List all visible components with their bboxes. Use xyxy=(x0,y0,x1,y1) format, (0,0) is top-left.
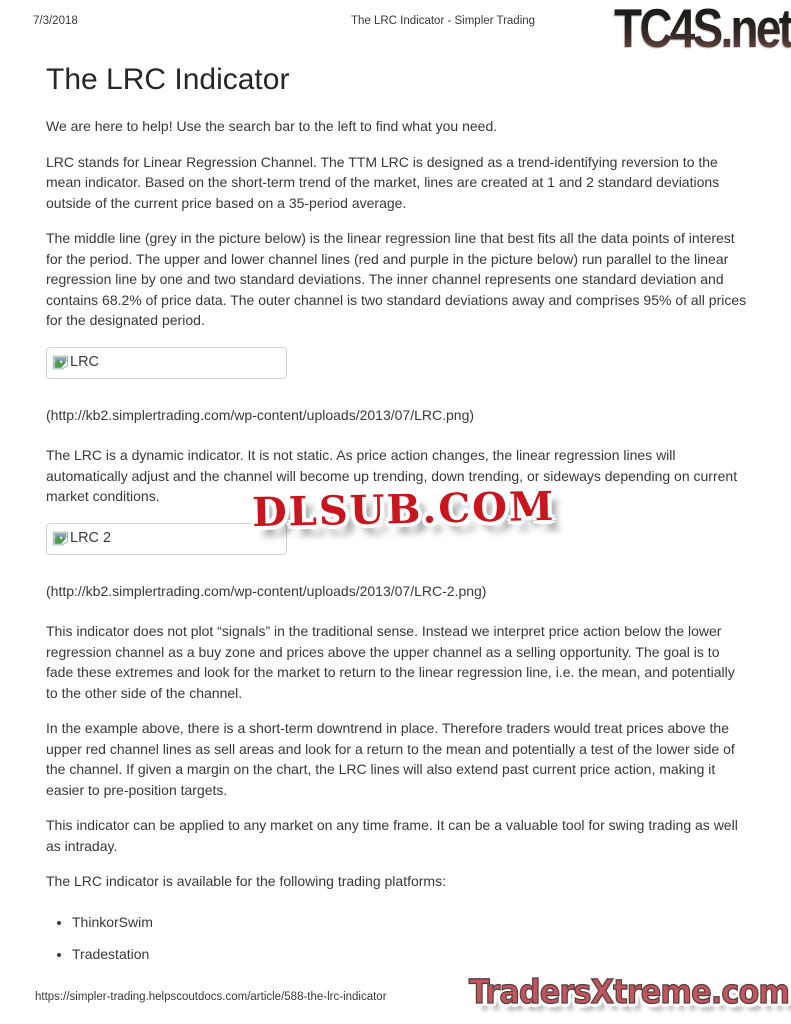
channel-lines-paragraph: The middle line (grey in the picture below) is the linear regression line that best fits all the data points of interest for the period. The upper and lower channel lines (red and purple in the picture below) run parallel to the linear regression line by one and two standard deviations. The inner channel represents one standard deviation and contains 68.2% of price data. The outer channel is two standard deviations away and comprises 95% of all prices for the designated period. xyxy=(46,230,747,328)
example-paragraph: In the example above, there is a short-term downtrend in place. Therefore traders would treat prices above the upper red channel lines as sell areas and look for a return to the mean and potentially a test of the lower side of the channel. If given a margin on the chart, the LRC lines will also extend past current price action, making it easier to pre-position targets. xyxy=(46,720,735,798)
platforms-intro: The LRC indicator is available for the following trading platforms: xyxy=(46,873,446,889)
print-date: 7/3/2018 xyxy=(33,15,78,27)
lrc-definition-paragraph: LRC stands for Linear Regression Channel. The TTM LRC is designed as a trend-identifying reversion to the mean indicator. Based on the short-term trend of the market, lines are created at 1 and 2 standard deviations outside of the current price based on a 35-period average. xyxy=(46,153,720,211)
image-source-link[interactable]: (http://kb2.simplertrading.com/wp-content/uploads/2013/07/LRC-2.png) xyxy=(46,582,487,599)
broken-image-icon xyxy=(52,354,69,371)
broken-image-placeholder-lrc2[interactable] xyxy=(46,523,287,555)
broken-image-placeholder-lrc[interactable] xyxy=(46,347,287,379)
broken-image-icon xyxy=(52,530,69,547)
list-item-thinkorswim: • ThinkorSwim xyxy=(72,912,747,933)
any-market-paragraph: This indicator can be applied to any market on any time frame. It can be a valuable tool for swing trading as well as intraday. xyxy=(46,817,738,854)
intro-paragraph: We are here to help! Use the search bar to the left to find what you need. xyxy=(46,118,498,134)
list-item-tradestation: • Tradestation xyxy=(72,944,747,965)
print-header-title: The LRC Indicator - Simpler Trading xyxy=(350,15,536,27)
page-title: The LRC Indicator xyxy=(46,63,290,96)
image-alt-text: LRC 2 xyxy=(70,530,112,547)
platforms-list xyxy=(46,912,747,965)
tradersxtreme-watermark-logo: TradersXtreme.com xyxy=(468,972,789,1011)
signals-paragraph: This indicator does not plot “signals” in the traditional sense. Instead we interpret price action below the lower regression channel as a buy zone and prices above the upper channel as a selling opportunity. The goal is to fade these extremes and look for the market to return to the linear regression line, i.e. the mean, and potentially to the other side of the channel. xyxy=(46,623,735,701)
tc4s-watermark-logo: TC4S.net xyxy=(613,0,791,60)
footer-source-url: https://simpler-trading.helpscoutdocs.com/article/588-the-lrc-indicator xyxy=(35,991,387,1003)
dlsub-watermark: DLSUB.COM xyxy=(251,482,556,537)
image-source-link[interactable]: (http://kb2.simplertrading.com/wp-content/uploads/2013/07/LRC.png) xyxy=(46,406,475,423)
image-alt-text: LRC xyxy=(70,354,100,371)
dynamic-indicator-paragraph: The LRC is a dynamic indicator. It is not static. As price action changes, the linear regression lines will automatically adjust and the channel will become up trending, down trending, or sideways depending on current market conditions. xyxy=(46,447,738,504)
